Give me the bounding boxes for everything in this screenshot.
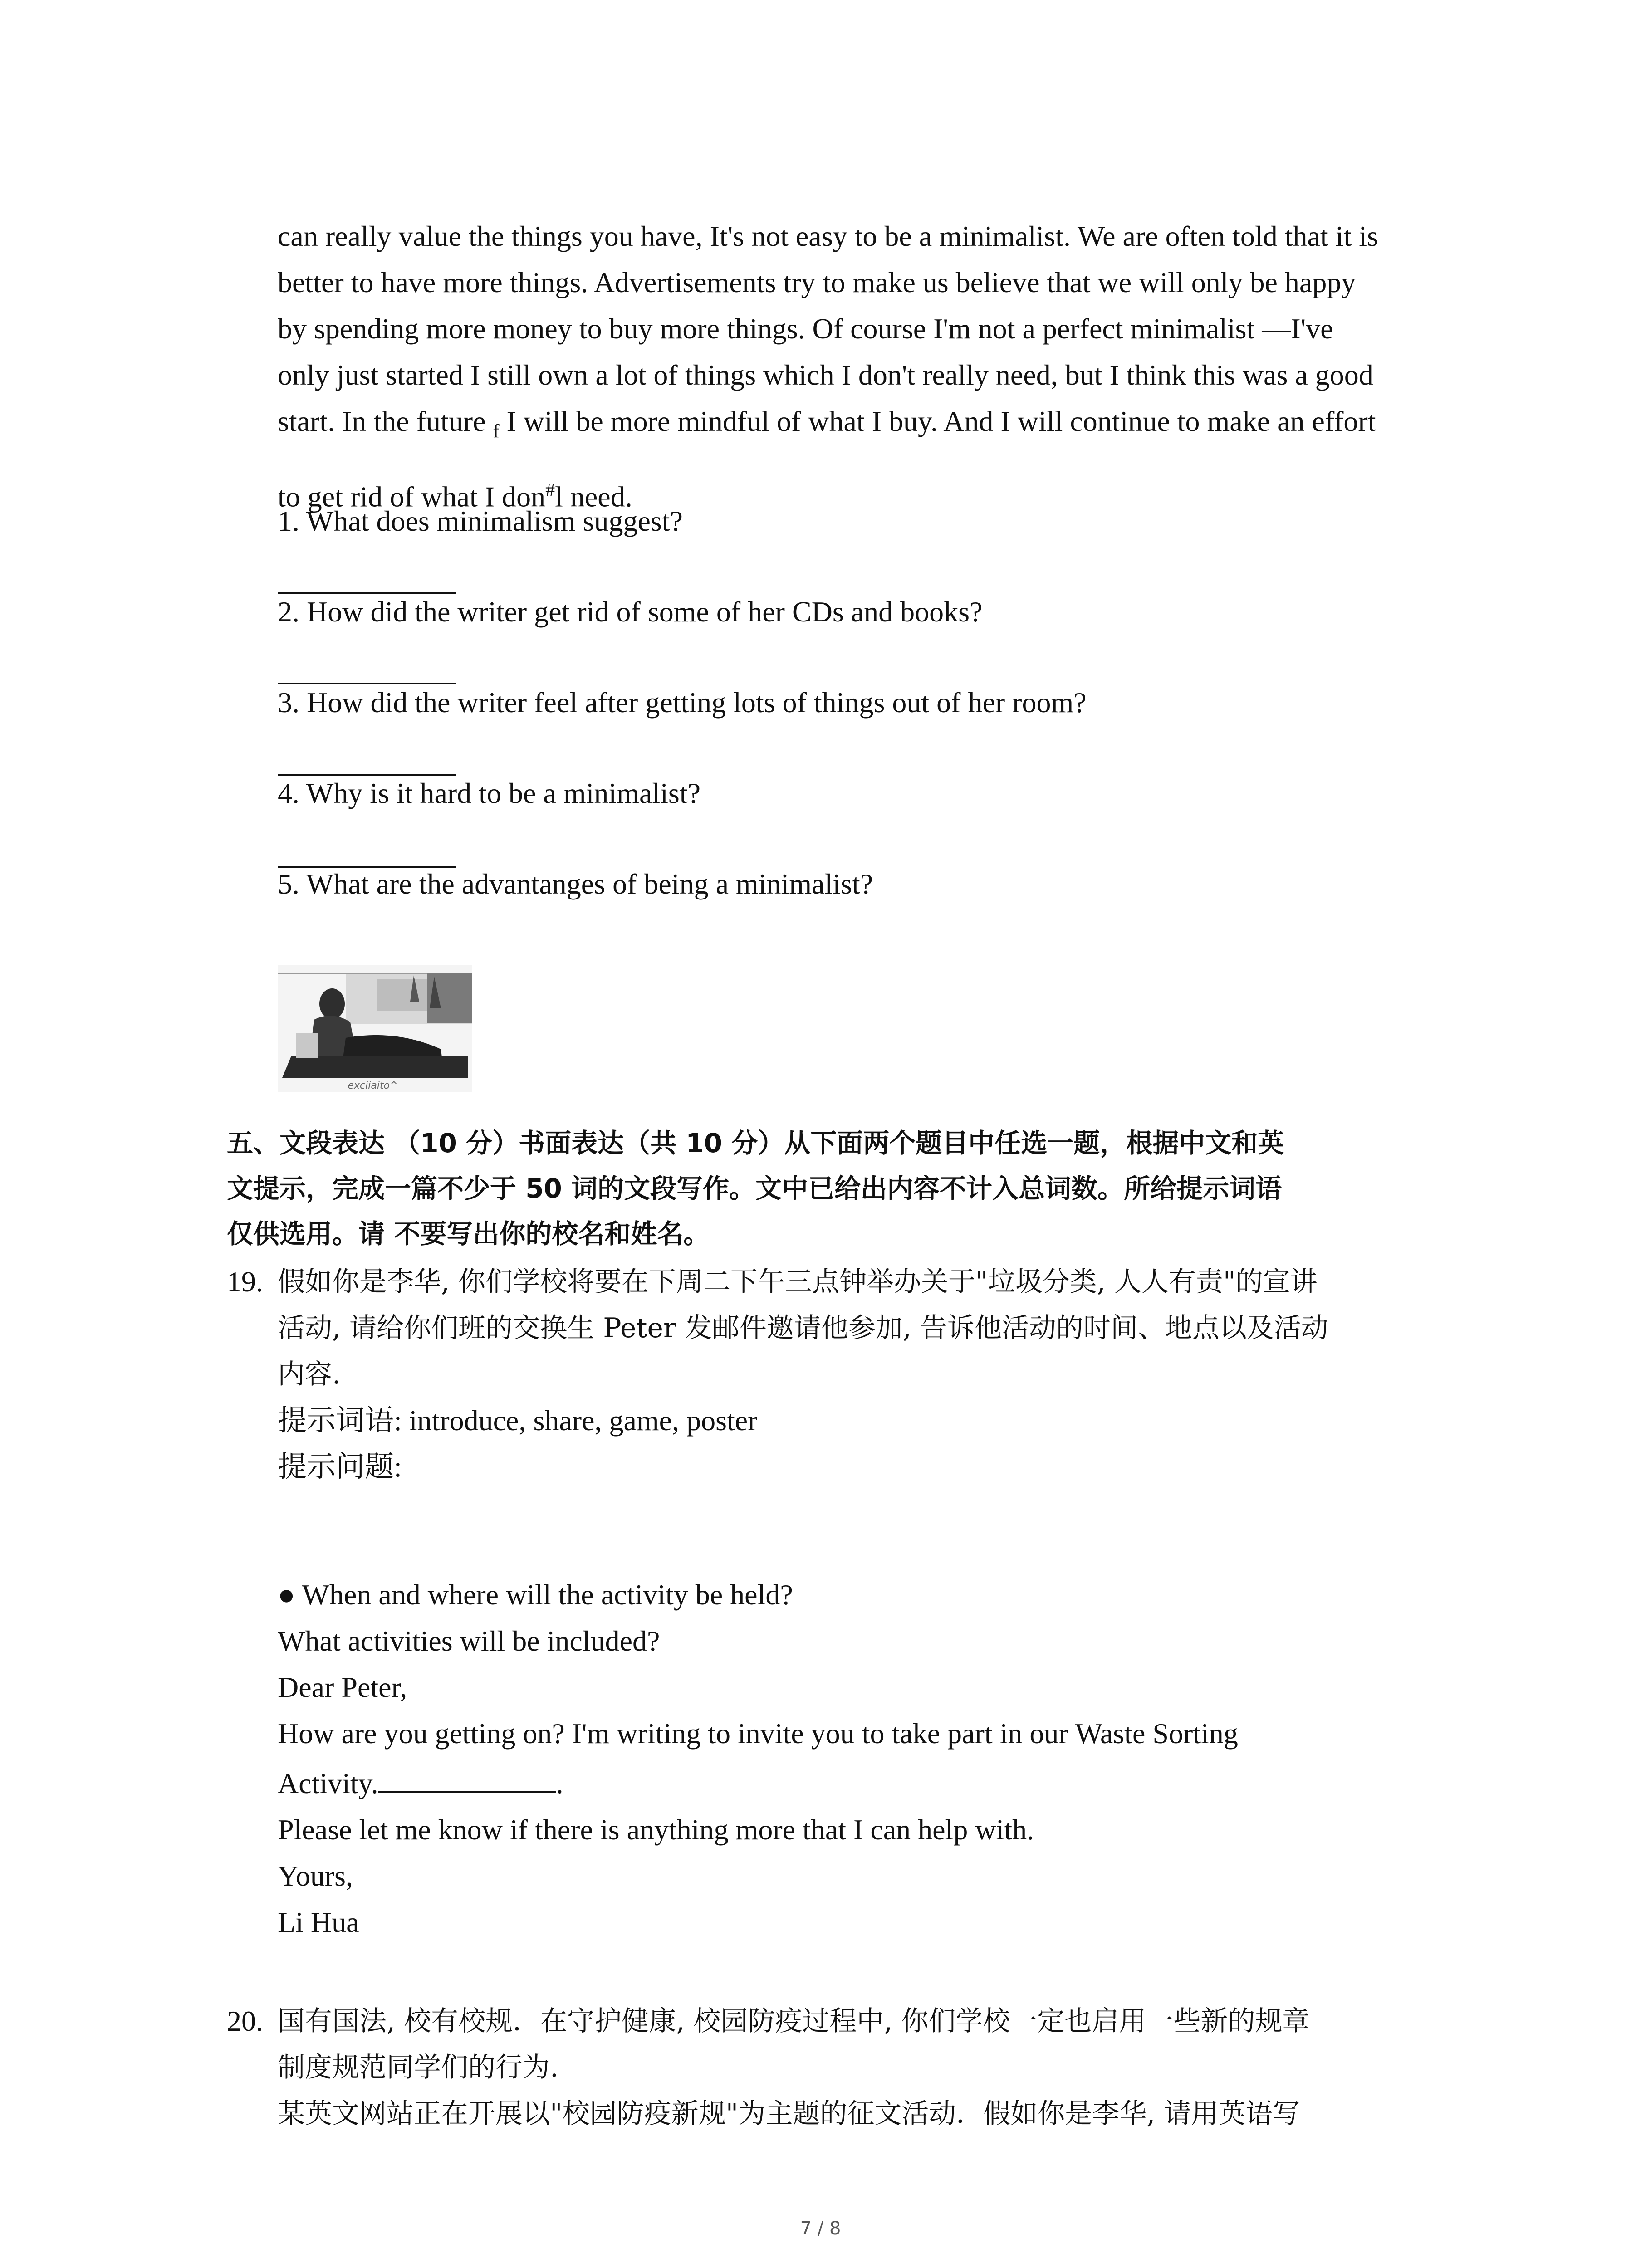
- section-heading-line: 文提示，完成一篇不少于 50 词的文段写作。文中已给出内容不计入总词数。所给提示词语: [227, 1173, 1282, 1204]
- passage-line: to get rid of what I don#l need.: [278, 479, 632, 513]
- prompt-line: 制度规范同学们的行为.: [278, 2052, 559, 2083]
- prompt-line: 活动, 请给你们班的交换生 Peter 发邮件邀请他参加, 告诉他活动的时间、地点以及活动: [278, 1312, 1328, 1344]
- hint-words: 提示词语: introduce, share, game, poster: [278, 1404, 758, 1437]
- hint-questions-label: 提示问题:: [278, 1451, 402, 1483]
- passage-line: better to have more things. Advertisements try to make us believe that we will only be happy: [278, 266, 1356, 298]
- answer-blank-1[interactable]: [278, 592, 456, 594]
- question-1: 1. What does minimalism suggest?: [278, 505, 683, 537]
- section-heading-line: 仅供选用。请 不要写出你的校名和姓名。: [227, 1218, 710, 1249]
- section-heading: [227, 1120, 1452, 1256]
- letter-salutation: Dear Peter,: [278, 1671, 407, 1703]
- page-number: 7 / 8: [800, 2218, 841, 2239]
- passage-line: only just started I still own a lot of things which I don't really need, but I think this was a good: [278, 359, 1373, 391]
- letter-activity-line: Activity. .: [278, 1760, 1238, 1807]
- passage-line: start. In the future $_f$ I will be more mindful of what I buy. And I will continue to make an effort: [278, 405, 1376, 442]
- passage-line: by spending more money to buy more things. Of course I'm not a perfect minimalist —I've: [278, 313, 1333, 345]
- prompt-line: 内容.: [278, 1359, 341, 1390]
- question-19-body: [278, 1259, 1448, 1490]
- answer-blank-3[interactable]: [278, 774, 456, 776]
- passage-line: can really value the things you have, It's not easy to be a minimalist. We are often told that it is: [278, 220, 1378, 252]
- watermark-text: exciiaito^: [348, 1080, 398, 1091]
- question-number: 19.: [227, 1266, 263, 1298]
- answer-blank-2[interactable]: [278, 683, 456, 684]
- question-5: 5. What are the advantanges of being a minimalist?: [278, 868, 873, 900]
- question-2: 2. How did the writer get rid of some of her CDs and books?: [278, 596, 983, 628]
- question-4: 4. Why is it hard to be a minimalist?: [278, 777, 700, 809]
- letter-closing: Please let me know if there is anything more that I can help with.: [278, 1813, 1034, 1846]
- hint-question-1: ● When and where will the activity be held?: [278, 1579, 793, 1611]
- section-heading-line: 五、文段表达 （10 分）书面表达（共 10 分）从下面两个题目中任选一题，根据中文和英: [227, 1128, 1284, 1158]
- question-number: 20.: [227, 2005, 263, 2037]
- prompt-line: 国有国法, 校有校规．在守护健康, 校园防疫过程中, 你们学校一定也启用一些新的规章: [278, 2005, 1310, 2037]
- letter-template: [278, 1572, 1238, 1945]
- hint-question-2: What activities will be included?: [278, 1625, 660, 1657]
- prompt-line: 某英文网站正在开展以"校园防疫新规"为主题的征文活动．假如你是李华, 请用英语写: [278, 2098, 1300, 2130]
- writing-blank[interactable]: [378, 1764, 556, 1793]
- letter-name: Li Hua: [278, 1906, 359, 1938]
- question-3: 3. How did the writer feel after getting lots of things out of her room?: [278, 686, 1087, 719]
- letter-opening: How are you getting on? I'm writing to invite you to take part in our Waste Sorting: [278, 1717, 1238, 1750]
- question-20-body: [278, 1998, 1448, 2137]
- letter-signoff: Yours,: [278, 1860, 353, 1892]
- photo-image: [278, 965, 472, 1092]
- reading-passage: [278, 213, 1448, 520]
- prompt-line: 假如你是李华, 你们学校将要在下周二下午三点钟举办关于"垃圾分类, 人人有责"的宣讲: [278, 1266, 1318, 1298]
